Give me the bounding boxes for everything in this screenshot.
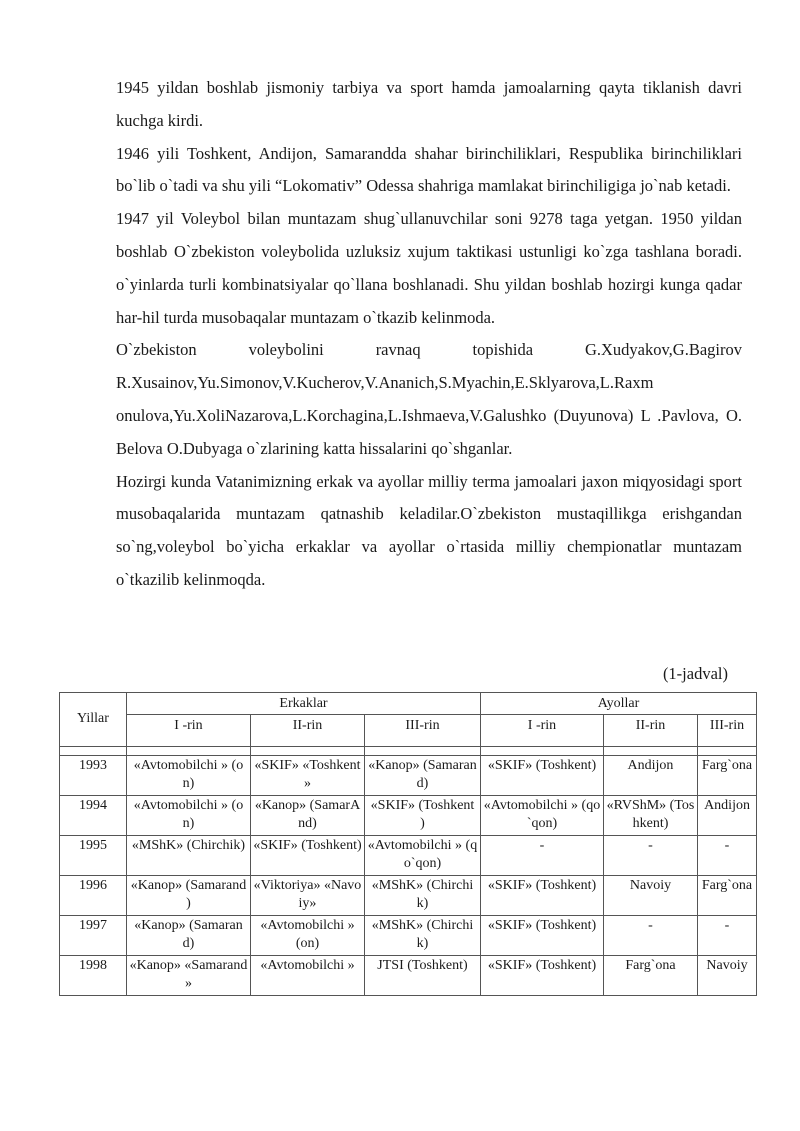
table-spacer [60,746,757,755]
table-cell: «MShK» (Chirchik) [127,835,251,875]
table-row [60,915,757,955]
table-cell: «Avtomobilchi » (qo`qon) [365,835,481,875]
year-cell: 1994 [60,795,127,835]
table-cell: «SKIF» (Toshkent) [481,755,604,795]
paragraph-1946: 1946 yili Toshkent, Andijon, Samarandda shahar birinchiliklari, Respublika birinchiliklari bo`lib o`tadi va shu yili “Lokomativ” Odessa shahriga mamlakat birinchiligiga jo`nab ketadi. [116,143,742,196]
table-cell: «Kanop» (Samarand ) [127,875,251,915]
year-cell: 1997 [60,915,127,955]
table-cell: - [604,915,698,955]
table-cell: - [481,835,604,875]
paragraph-1945: 1945 yildan boshlab jismoniy tarbiya va sport hamda jamoalarning qayta tiklanish davri kuchga kirdi. [116,78,742,130]
table-cell: «MShK» (Chirchik) [365,875,481,915]
paragraph-national-teams: Hozirgi kunda Vatanimizning erkak va ayollar milliy terma jamoalari jaxon miqyosidagi sport musobaqalarida muntazam qatnashib keladilar.O`zbekiston mustaqillikga erishgandan so`ng,voleybol bo`yicha erkaklar va ayollar o`rtasida milliy chempionatlar muntazam o`tkazilib kelinmoqda. [116,471,742,589]
table-cell: Farg`ona [698,755,757,795]
table-cell: Andijon [698,795,757,835]
table-cell: «SKIF» (Toshkent) [481,915,604,955]
year-cell: 1998 [60,955,127,995]
table-cell: «SKIF» «Toshkent » [251,755,365,795]
paragraph-contributors: O`zbekiston voleybolini ravnaq topishida G.Xudyakov,G.Bagirov R.Xusainov,Yu.Simonov,V.Kucherov,V.Ananich,S.Myachin,E.Sklyarova,L.Raxm onulova,Yu.XoliNazarova,L.Korchagina,L.Ishmaeva,V.Galushko (Duyunova) L .Pavlova, O. Belova O.Dubyaga o`zlarining katta hissalarini qo`shganlar. [116,340,742,458]
header-men-1st: I -rin [127,714,251,746]
table-cell: «SKIF» (Toshkent) [481,955,604,995]
table-cell: «Avtomobilchi » (on) [127,795,251,835]
table-cell: - [698,915,757,955]
header-women-1st: I -rin [481,714,604,746]
table-cell: - [698,835,757,875]
table-row [60,955,757,995]
year-cell: 1993 [60,755,127,795]
table-cell: «Avtomobilchi » (on) [127,755,251,795]
table-cell: «Kanop» (Samarand) [127,915,251,955]
paragraph-1947: 1947 yil Voleybol bilan muntazam shug`ullanuvchilar soni 9278 taga yetgan. 1950 yildan boshlab O`zbekiston voleybolida uzluksiz xujum taktikasi ustunligi ko`zga tashlana boradi. o`yinlarda turli kombinatsiyalar qo`llana boshlanadi. Shu yildan boshlab hozirgi kunga qadar har-hil turda musobaqalar muntazam o`tkazib kelinmoda. [116,209,742,327]
header-years: Yillar [60,693,127,747]
header-men-3rd: III-rin [365,714,481,746]
table-cell: «Avtomobilchi » [251,955,365,995]
table-row [60,875,757,915]
championship-table [59,692,757,996]
table-cell: Farg`ona [604,955,698,995]
table-cell: «SKIF» (Toshkent ) [365,795,481,835]
table-row [60,835,757,875]
table-cell: «Viktoriya» «Navoiy» [251,875,365,915]
table-row [60,755,757,795]
table-row [60,795,757,835]
table-cell: JTSI (Toshkent) [365,955,481,995]
table-cell: Andijon [604,755,698,795]
header-women: Ayollar [481,693,757,715]
header-men: Erkaklar [127,693,481,715]
table-cell: Navoiy [698,955,757,995]
header-women-3rd: III-rin [698,714,757,746]
table-cell: Navoiy [604,875,698,915]
table-cell: «SKIF» (Toshkent) [481,875,604,915]
table-cell: «Avtomobilchi » (on) [251,915,365,955]
table-cell: - [604,835,698,875]
table-caption: (1-jadval) [662,664,728,683]
table-cell: «Kanop» (SamarAnd) [251,795,365,835]
header-men-2nd: II-rin [251,714,365,746]
table-cell: «MShK» (Chirchik) [365,915,481,955]
year-cell: 1996 [60,875,127,915]
body-text [116,72,742,597]
header-women-2nd: II-rin [604,714,698,746]
table-cell: «RVShM» (Toshkent) [604,795,698,835]
table-cell: «Kanop» «Samarand » [127,955,251,995]
table-cell: «Avtomobilchi » (qo`qon) [481,795,604,835]
table-cell: Farg`ona [698,875,757,915]
year-cell: 1995 [60,835,127,875]
table-cell: «Kanop» (Samarand) [365,755,481,795]
table-cell: «SKIF» (Toshkent) [251,835,365,875]
